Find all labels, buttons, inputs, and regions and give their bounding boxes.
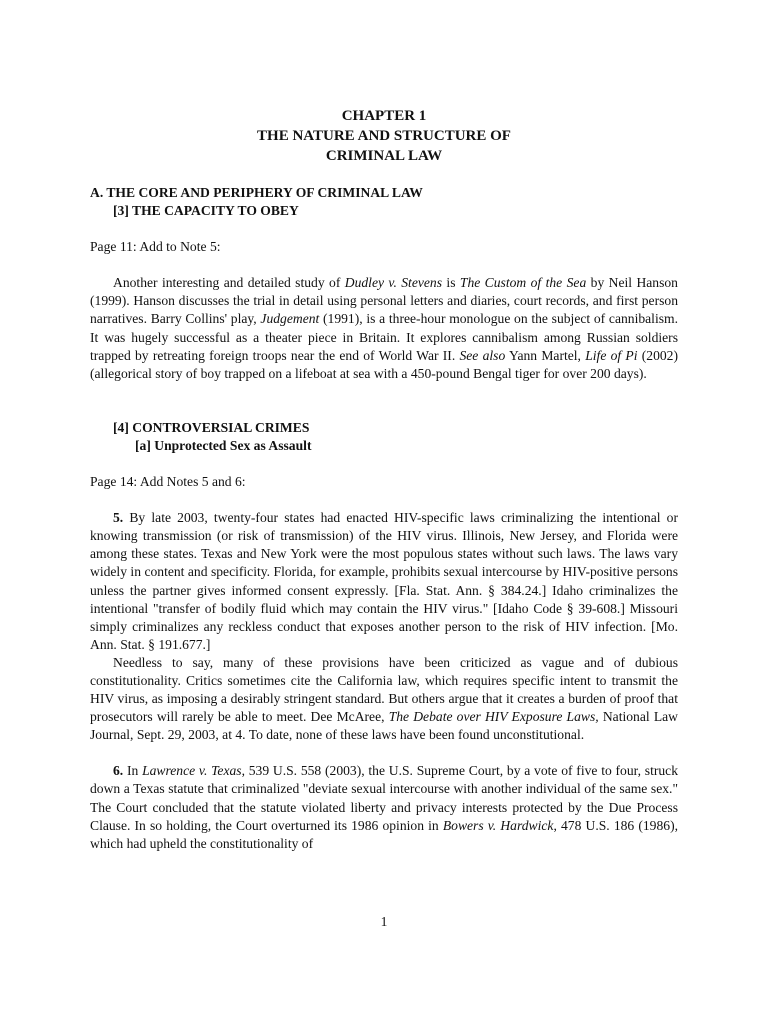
text-run: The Custom of the Sea (459, 275, 587, 291)
chapter-number: CHAPTER 1 (341, 108, 427, 124)
text-run: Needless to say, many of these provisions have been criticized as vague and of dubious constitutionality. Critics sometimes cite the California law, which requires specific intent to transmit the HIV virus, as imposing a desirably stringent standard. But others argue that it creates a burden of proof that prosecutors will rarely be able to meet. Dee McAree, (90, 654, 678, 725)
text-run: Dudley v. Stevens (344, 275, 443, 291)
note-5-hiv-paragraph (90, 509, 678, 654)
text-run: Life of Pi (585, 347, 638, 363)
subsection-4a-heading: [a] Unprotected Sex as Assault (135, 437, 312, 453)
note-5-continuation-paragraph (90, 654, 678, 744)
text-run: , 478 U.S. 186 (1986), which had upheld the constitutionality of (90, 817, 678, 851)
page-note-14: Page 14: Add Notes 5 and 6: (90, 474, 246, 490)
text-run: 5. (113, 510, 124, 526)
chapter-title-line-2: CRIMINAL LAW (325, 148, 443, 164)
text-run: The Debate over HIV Exposure Laws, (388, 709, 599, 725)
text-run: Lawrence v. Texas (142, 763, 242, 779)
page-number: 1 (380, 914, 388, 929)
text-run: See also (459, 347, 506, 363)
text-run: National Law Journal, Sept. 29, 2003, at 4. To date, none of these laws have been found unconstitutional. (90, 709, 678, 743)
document-page (90, 106, 678, 853)
section-a-heading: A. THE CORE AND PERIPHERY OF CRIMINAL LAW (90, 185, 423, 200)
text-run: (2002) (allegorical story of boy trapped on a lifeboat at sea with a 450-pound Bengal tiger for over 200 days). (90, 347, 678, 381)
text-run: Yann Martel, (505, 347, 586, 363)
text-run: (1991), is a three-hour monologue on the subject of cannibalism. It was hugely successful as a theater piece in Britain. It explores cannibalism among Russian soldiers trapped by retreating foreign troops near the end of World War II. (90, 311, 678, 363)
chapter-title-line-1: THE NATURE AND STRUCTURE OF (257, 128, 511, 144)
page-note-11: Page 11: Add to Note 5: (90, 239, 221, 255)
text-run: , 539 U.S. 558 (2003), the U.S. Supreme Court, by a vote of five to four, struck down a Texas statute that criminalized "deviate sexual intercourse with another individual of the same sex." The Court concluded that the statute violated liberty and privacy interests protected by the Due Process Clause. In so holding, the Court overturned its 1986 opinion in (90, 763, 679, 833)
text-run: By late 2003, twenty-four states had enacted HIV-specific laws criminalizing the intentional or knowing transmission (or risk of transmission) of the HIV virus. Illinois, New Jersey, and Florida were among these states. Texas and New York were the most populous states without such laws. The laws vary widely in content and specificity. Florida, for example, prohibits sexual intercourse by HIV-positive persons unless the partner gives informed consent expressly. [Fla. Stat. Ann. § 384.24.] Idaho criminalizes the intentional "transfer of bodily fluid which may contain the HIV virus." [Idaho Code § 39-608.] Missouri simply criminalizes any reckless conduct that exposes another person to the risk of HIV infection. [Mo. Ann. Stat. § 191.677.] (90, 510, 678, 652)
text-run: Bowers v. Hardwick (442, 817, 554, 833)
text-run: by Neil Hanson (1999). Hanson discusses the trial in detail using personal letters and diaries, court records, and first person narratives. Barry Collins' play, (90, 275, 678, 327)
note-6-paragraph (90, 762, 678, 852)
text-run: Another interesting and detailed study of (113, 275, 345, 291)
note-5-paragraph (90, 274, 678, 383)
text-run: 6. (113, 763, 124, 779)
subsection-4-heading: [4] CONTROVERSIAL CRIMES (113, 419, 310, 435)
text-run: is (442, 275, 460, 291)
text-run: Judgement (260, 311, 320, 327)
subsection-3-heading: [3] THE CAPACITY TO OBEY (113, 203, 299, 219)
text-run: In (123, 763, 143, 779)
